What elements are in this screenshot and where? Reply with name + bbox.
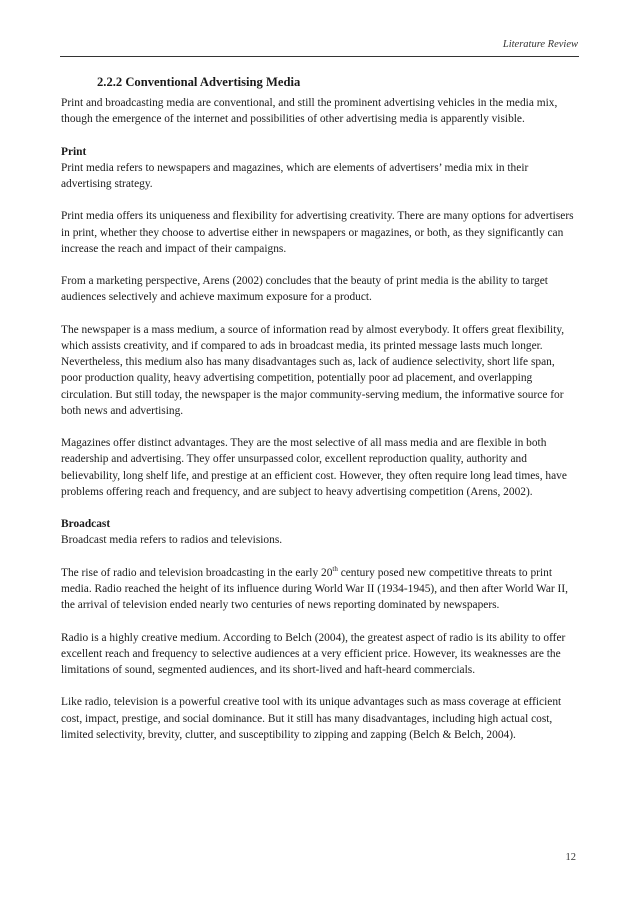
broadcast-paragraph-2-end: century posed new competitive threats to print media. Radio reached the height of its influence during World War II (1934-1945), and then after World War II, the arrival of television ended nearly two centuries of news reporting dominated by newspapers. bbox=[61, 566, 568, 612]
header-rule bbox=[60, 56, 579, 57]
print-paragraph-2: Print media offers its uniqueness and flexibility for advertising creativity. There are many options for advertisers in print, whether they choose to advertise either in newspapers or magazines, or both, as they significantly can increase the reach and impact of their campaigns. bbox=[61, 210, 574, 255]
section-heading: 2.2.2 Conventional Advertising Media bbox=[97, 75, 301, 89]
print-subsection bbox=[61, 144, 577, 500]
running-header: Literature Review bbox=[502, 39, 578, 50]
page-number: 12 bbox=[565, 852, 576, 863]
broadcast-paragraph-2-start: The rise of radio and television broadcasting in the early 20 bbox=[61, 566, 333, 579]
broadcast-paragraph-3: Radio is a highly creative medium. According to Belch (2004), the greatest aspect of radio is its ability to offer excellent reach and frequency to selective audiences at a very efficient price. However, its weaknesses are the limitations of sound, segmented audiences, and its short-lived and haft-heard commercials. bbox=[61, 631, 566, 676]
section-intro-paragraph: Print and broadcasting media are conventional, and still the prominent advertising vehicles in the media mix, though the emergence of the internet and possibilities of other advertising media is apparently visible. bbox=[61, 97, 558, 126]
print-heading: Print bbox=[61, 145, 87, 158]
print-paragraph-1: Print media refers to newspapers and magazines, which are elements of advertisers’ media mix in their advertising strategy. bbox=[61, 161, 529, 190]
print-paragraph-4: The newspaper is a mass medium, a source of information read by almost everybody. It offers great flexibility, which assists creativity, and if compared to ads in broadcast media, its printed message lasts much longer. Nevertheless, this medium also has many disadvantages such as, lack of audience selectivity, short life span, poor production quality, heavy advertising competition, potentially poor ad placement, and overlapping circulation. But still today, the newspaper is the major community-serving medium, the informative source for both news and advertising. bbox=[61, 323, 565, 417]
broadcast-paragraph-2 bbox=[61, 565, 577, 614]
print-paragraph-3: From a marketing perspective, Arens (2002) concludes that the beauty of print media is the ability to target audiences selectively and achieve maximum exposure for a product. bbox=[61, 275, 548, 304]
broadcast-heading: Broadcast bbox=[61, 518, 111, 531]
broadcast-paragraph-4: Like radio, television is a powerful creative tool with its unique advantages such as mass coverage at efficient cost, impact, prestige, and social dominance. But it still has many disadvantages, including high actual cost, limited selectivity, brevity, clutter, and susceptibility to zipping and zapping (Belch & Belch, 2004). bbox=[61, 696, 562, 741]
page-body bbox=[61, 74, 577, 759]
print-paragraph-5: Magazines offer distinct advantages. They are the most selective of all mass media and are flexible in both readership and advertising. They offer unsurpassed color, excellent reproduction quality, authority and believability, long shelf life, and prestige at an efficient cost. However, they often require long lead times, have problems offering reach and frequency, and are subject to heavy advertising competition (Arens, 2002). bbox=[61, 437, 567, 498]
ordinal-superscript: th bbox=[332, 564, 338, 573]
broadcast-paragraph-1: Broadcast media refers to radios and televisions. bbox=[61, 534, 283, 547]
broadcast-subsection bbox=[61, 516, 577, 743]
